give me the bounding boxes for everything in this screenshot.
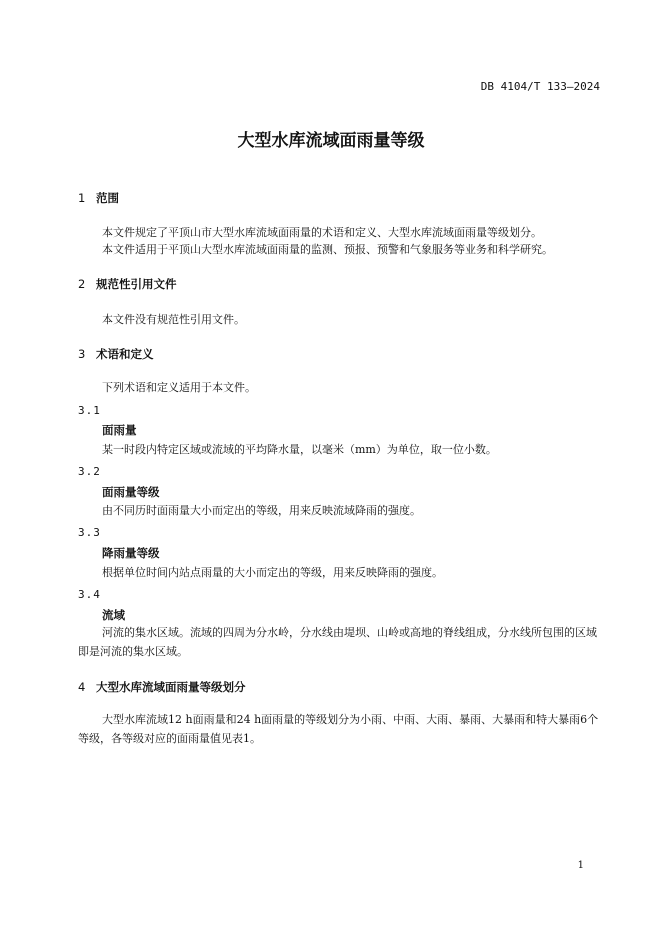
section-1-number: 1 <box>78 191 86 205</box>
section-2-heading <box>78 276 177 292</box>
section-2-title: 规范性引用文件 <box>96 277 177 291</box>
section-3-number: 3 <box>78 347 86 361</box>
clause-3-4-definition: 河流的集水区域。流域的四周为分水岭，分水线由堤坝、山岭或高地的脊线组成，分水线所包围的区域即是河流的集水区域。 <box>78 626 597 658</box>
clause-3-2-definition: 由不同历时面雨量大小而定出的等级，用来反映流域降雨的强度。 <box>102 504 421 517</box>
document-title: 大型水库流域面雨量等级 <box>237 131 425 151</box>
clause-3-1-definition: 某一时段内特定区域或流域的平均降水量，以毫米（mm）为单位，取一位小数。 <box>102 443 497 456</box>
section-4-paragraph-1: 大型水库流域12 h面雨量和24 h面雨量的等级划分为小雨、中雨、大雨、暴雨、大暴雨和特大暴雨6个等级，各等级对应的面雨量值见表1。 <box>78 713 599 745</box>
section-3-heading <box>78 346 154 362</box>
standard-code: DB 4104/T 133—2024 <box>480 80 600 93</box>
section-3-paragraph-1: 下列术语和定义适用于本文件。 <box>102 381 256 394</box>
section-4-heading <box>78 679 246 695</box>
clause-3-1-term: 面雨量 <box>102 423 137 437</box>
clause-3-2-number: 3.2 <box>78 465 101 478</box>
section-2-number: 2 <box>78 277 86 291</box>
section-1-paragraph-1: 本文件规定了平顶山市大型水库流域面雨量的术语和定义、大型水库流域面雨量等级划分。 <box>102 226 542 239</box>
section-4-number: 4 <box>78 680 86 694</box>
section-4-title: 大型水库流域面雨量等级划分 <box>96 680 246 694</box>
clause-3-3-number: 3.3 <box>78 526 101 539</box>
clause-3-3-definition: 根据单位时间内站点雨量的大小而定出的等级，用来反映降雨的强度。 <box>102 566 443 579</box>
section-1-paragraph-2: 本文件适用于平顶山大型水库流域面雨量的监测、预报、预警和气象服务等业务和科学研究。 <box>102 243 553 256</box>
clause-3-3-term: 降雨量等级 <box>102 546 160 560</box>
clause-3-1-number: 3.1 <box>78 404 101 417</box>
clause-3-4-number: 3.4 <box>78 588 101 601</box>
section-3-title: 术语和定义 <box>96 347 154 361</box>
section-2-paragraph-1: 本文件没有规范性引用文件。 <box>102 313 245 326</box>
clause-3-2-term: 面雨量等级 <box>102 485 160 499</box>
page-number: 1 <box>577 860 584 871</box>
section-1-heading <box>78 190 119 206</box>
section-1-title: 范围 <box>96 191 119 205</box>
clause-3-4-term: 流域 <box>102 608 125 622</box>
